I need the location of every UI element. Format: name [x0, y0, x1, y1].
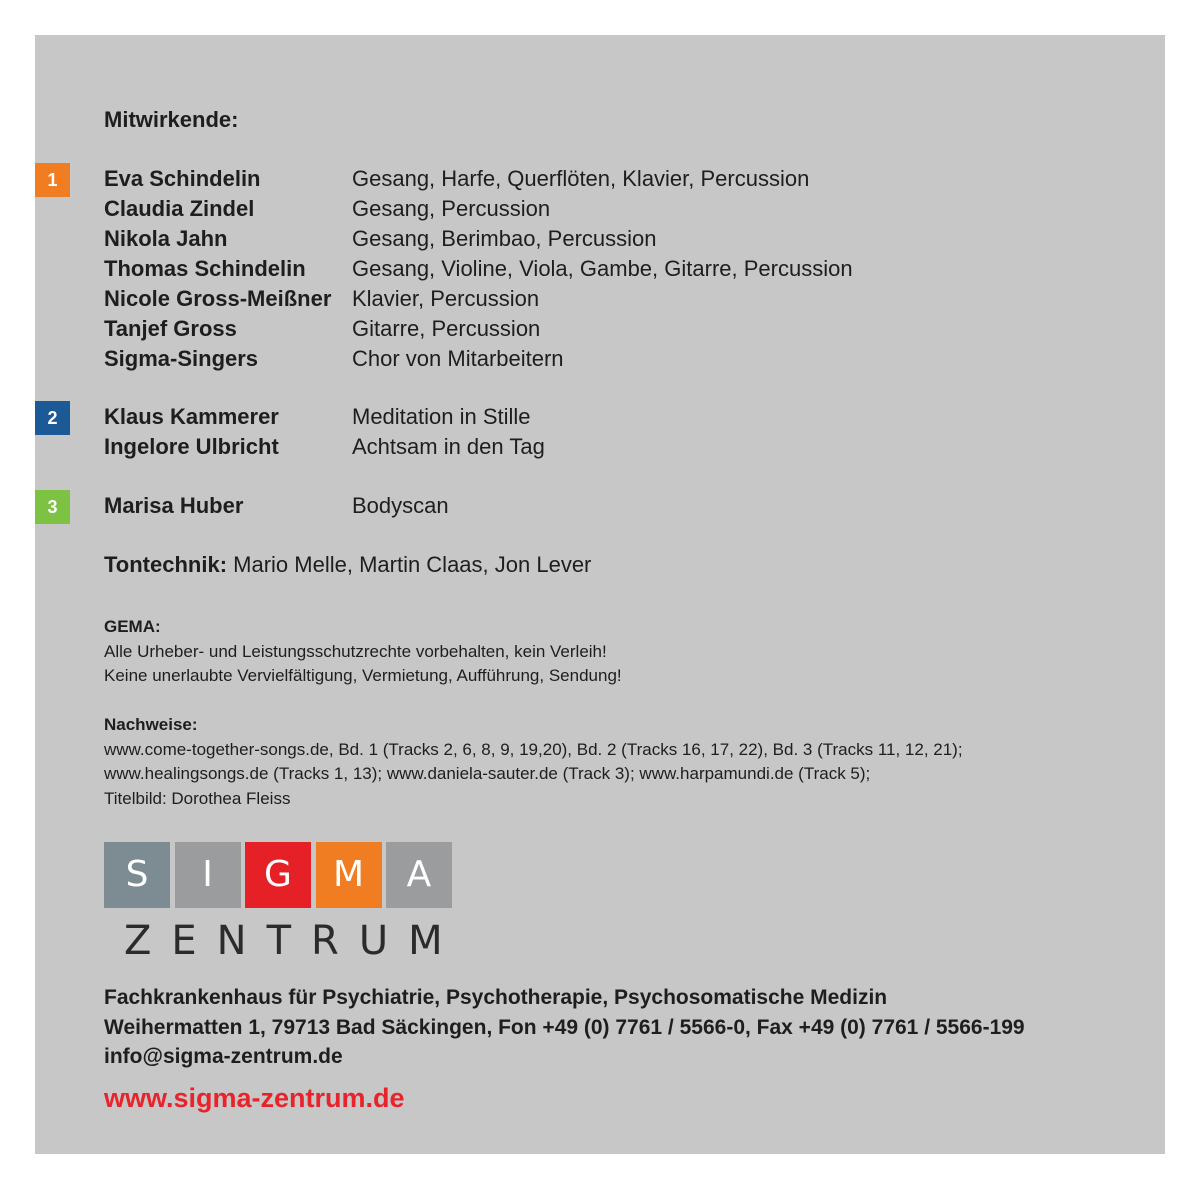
sigma-logo [104, 842, 452, 908]
performer-role: Klavier, Percussion [352, 286, 540, 311]
gema-title: GEMA: [104, 617, 161, 636]
performer-name: Ingelore Ulbricht [104, 434, 279, 459]
sound-engineering-label: Tontechnik: [104, 552, 228, 577]
performer-role: Gitarre, Percussion [352, 316, 541, 341]
performer-name: Sigma-Singers [104, 346, 259, 371]
logo-tile-s: S [104, 842, 170, 908]
performer-name: Marisa Huber [104, 493, 244, 518]
sources-line: www.come-together-songs.de, Bd. 1 (Tracks 2, 6, 8, 9, 19,20), Bd. 2 (Tracks 16, 17, 22), Bd. 3 (Tracks 11, 12, 21); [104, 739, 963, 759]
performer-name: Tanjef Gross [104, 316, 237, 341]
website-link[interactable]: www.sigma-zentrum.de [104, 1083, 405, 1113]
performer-name: Claudia Zindel [104, 196, 255, 221]
logo-tile-i: I [175, 842, 241, 908]
performer-name: Klaus Kammerer [104, 404, 279, 429]
performer-role: Meditation in Stille [352, 404, 531, 429]
performer-role: Chor von Mitarbeitern [352, 346, 564, 371]
performer-name: Eva Schindelin [104, 166, 261, 191]
sources-notice [104, 713, 963, 811]
gema-line: Alle Urheber- und Leistungsschutzrechte vorbehalten, kein Verleih! [104, 641, 607, 661]
sources-line: www.healingsongs.de (Tracks 1, 13); www.daniela-sauter.de (Track 3); www.harpamundi.de (Track 5); [104, 764, 871, 783]
gema-line: Keine unerlaubte Vervielfältigung, Vermietung, Aufführung, Sendung! [104, 666, 622, 685]
performer-name: Nicole Gross-Meißner [104, 286, 332, 311]
logo-tile-g: G [245, 842, 311, 908]
clinic-description: Fachkrankenhaus für Psychiatrie, Psychotherapie, Psychosomatische Medizin [104, 986, 888, 1009]
sources-line: Titelbild: Dorothea Fleiss [104, 788, 291, 808]
credits-heading: Mitwirkende: [104, 107, 239, 132]
group-2-badge: 2 [35, 401, 70, 435]
performer-name: Thomas Schindelin [104, 256, 306, 281]
logo-subtitle: ZENTRUM [124, 918, 463, 964]
group-3-badge: 3 [35, 490, 70, 524]
performer-role: Gesang, Violine, Viola, Gambe, Gitarre, Percussion [352, 256, 853, 281]
logo-tile-a: A [386, 842, 452, 908]
performer-role: Gesang, Harfe, Querflöten, Klavier, Percussion [352, 166, 810, 191]
performer-role: Gesang, Berimbao, Percussion [352, 226, 657, 251]
gema-notice [104, 615, 622, 689]
clinic-contact: Weihermatten 1, 79713 Bad Säckingen, Fon +49 (0) 7761 / 5566-0, Fax +49 (0) 7761 / 5566-199 [104, 1015, 1025, 1039]
performer-role: Achtsam in den Tag [352, 434, 545, 459]
sound-engineering-names: Mario Melle, Martin Claas, Jon Lever [227, 552, 592, 577]
clinic-email: info@sigma-zentrum.de [104, 1045, 343, 1068]
performer-name: Nikola Jahn [104, 226, 228, 251]
clinic-address [104, 983, 1025, 1072]
sources-title: Nachweise: [104, 715, 198, 734]
logo-tile-m: M [316, 842, 382, 908]
performer-role: Bodyscan [352, 493, 449, 518]
performer-role: Gesang, Percussion [352, 196, 551, 221]
sound-engineering-credit [104, 550, 591, 580]
group-1-badge: 1 [35, 163, 70, 197]
